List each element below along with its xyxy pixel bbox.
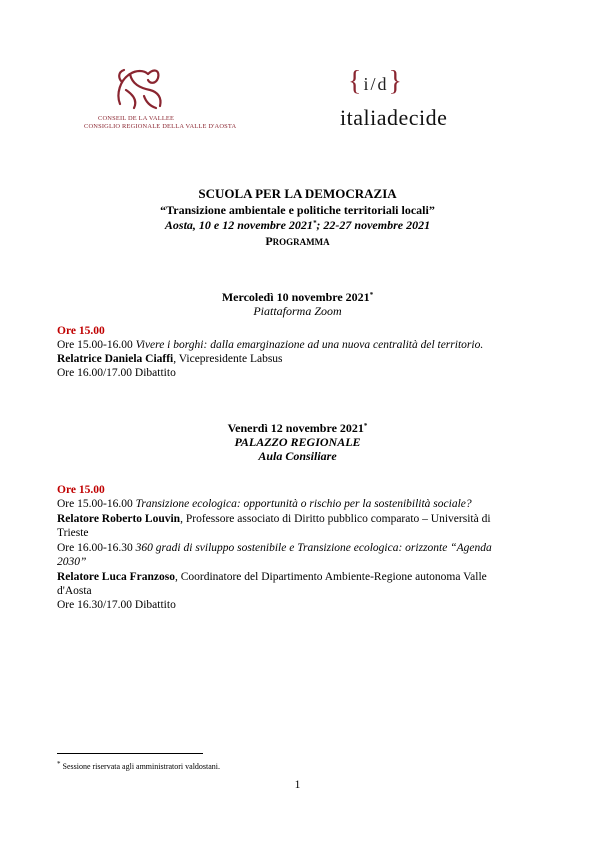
day2-speaker2: Relatore Luca Franzoso, Coordinatore del Dipartimento Ambiente-Regione autonoma Valle xyxy=(57,571,487,583)
day2-debate: Ore 16.30/17.00 Dibattito xyxy=(57,599,176,611)
day1-talk: Ore 15.00-16.00 Vivere i borghi: dalla emarginazione ad una nuova centralità del territorio. xyxy=(57,339,484,351)
day1-speaker: Relatrice Daniela Ciaffi, Vicepresidente Labsus xyxy=(57,353,283,365)
lion-emblem-icon xyxy=(110,60,170,115)
day2-speaker1: Relatore Roberto Louvin, Professore associato di Diritto pubblico comparato – Università di xyxy=(57,513,491,525)
council-logo xyxy=(84,60,237,131)
council-name-fr: CONSEIL DE LA VALLEE xyxy=(98,115,175,122)
council-name-it: CONSIGLIO REGIONALE DELLA VALLE D'AOSTA xyxy=(84,123,237,130)
document-subtitle: “Transizione ambientale e politiche territoriali locali” xyxy=(160,203,435,217)
day1-debate: Ore 16.00/17.00 Dibattito xyxy=(57,367,176,379)
day2-place-room: Aula Consiliare xyxy=(258,449,337,463)
italiadecide-logo xyxy=(340,62,460,132)
page-number: 1 xyxy=(294,779,301,791)
footnote-rule xyxy=(57,753,203,754)
day1-start-time: Ore 15.00 xyxy=(57,325,105,337)
day2-start-time: Ore 15.00 xyxy=(57,484,105,496)
day2-speaker1-cont: Trieste xyxy=(57,527,89,539)
day1-place: Piattaforma Zoom xyxy=(253,304,342,318)
day2-talk2: Ore 16.00-16.30 360 gradi di sviluppo sostenibile e Transizione ecologica: orizzonte “Agenda xyxy=(57,542,492,554)
document-dates: Aosta, 10 e 12 novembre 2021*; 22-27 novembre 2021 xyxy=(164,218,431,232)
day2-talk2-cont: 2030” xyxy=(57,556,87,568)
day2-date: Venerdì 12 novembre 2021* xyxy=(227,421,368,435)
day2-speaker2-cont: d'Aosta xyxy=(57,585,92,597)
program-heading: PROGRAMMA xyxy=(265,234,330,248)
footnote: * Sessione riservata agli amministratori valdostani. xyxy=(57,760,221,771)
day2-talk1: Ore 15.00-16.00 Transizione ecologica: opportunità o rischio per la sostenibilità sociale? xyxy=(57,498,472,510)
day1-date: Mercoledì 10 novembre 2021* xyxy=(221,290,374,304)
italiadecide-wordmark: italiadecide xyxy=(340,105,448,130)
day2-place-building: PALAZZO REGIONALE xyxy=(234,435,361,449)
id-mark-icon: {i/d} xyxy=(348,66,404,97)
document-title: SCUOLA PER LA DEMOCRAZIA xyxy=(198,186,397,201)
